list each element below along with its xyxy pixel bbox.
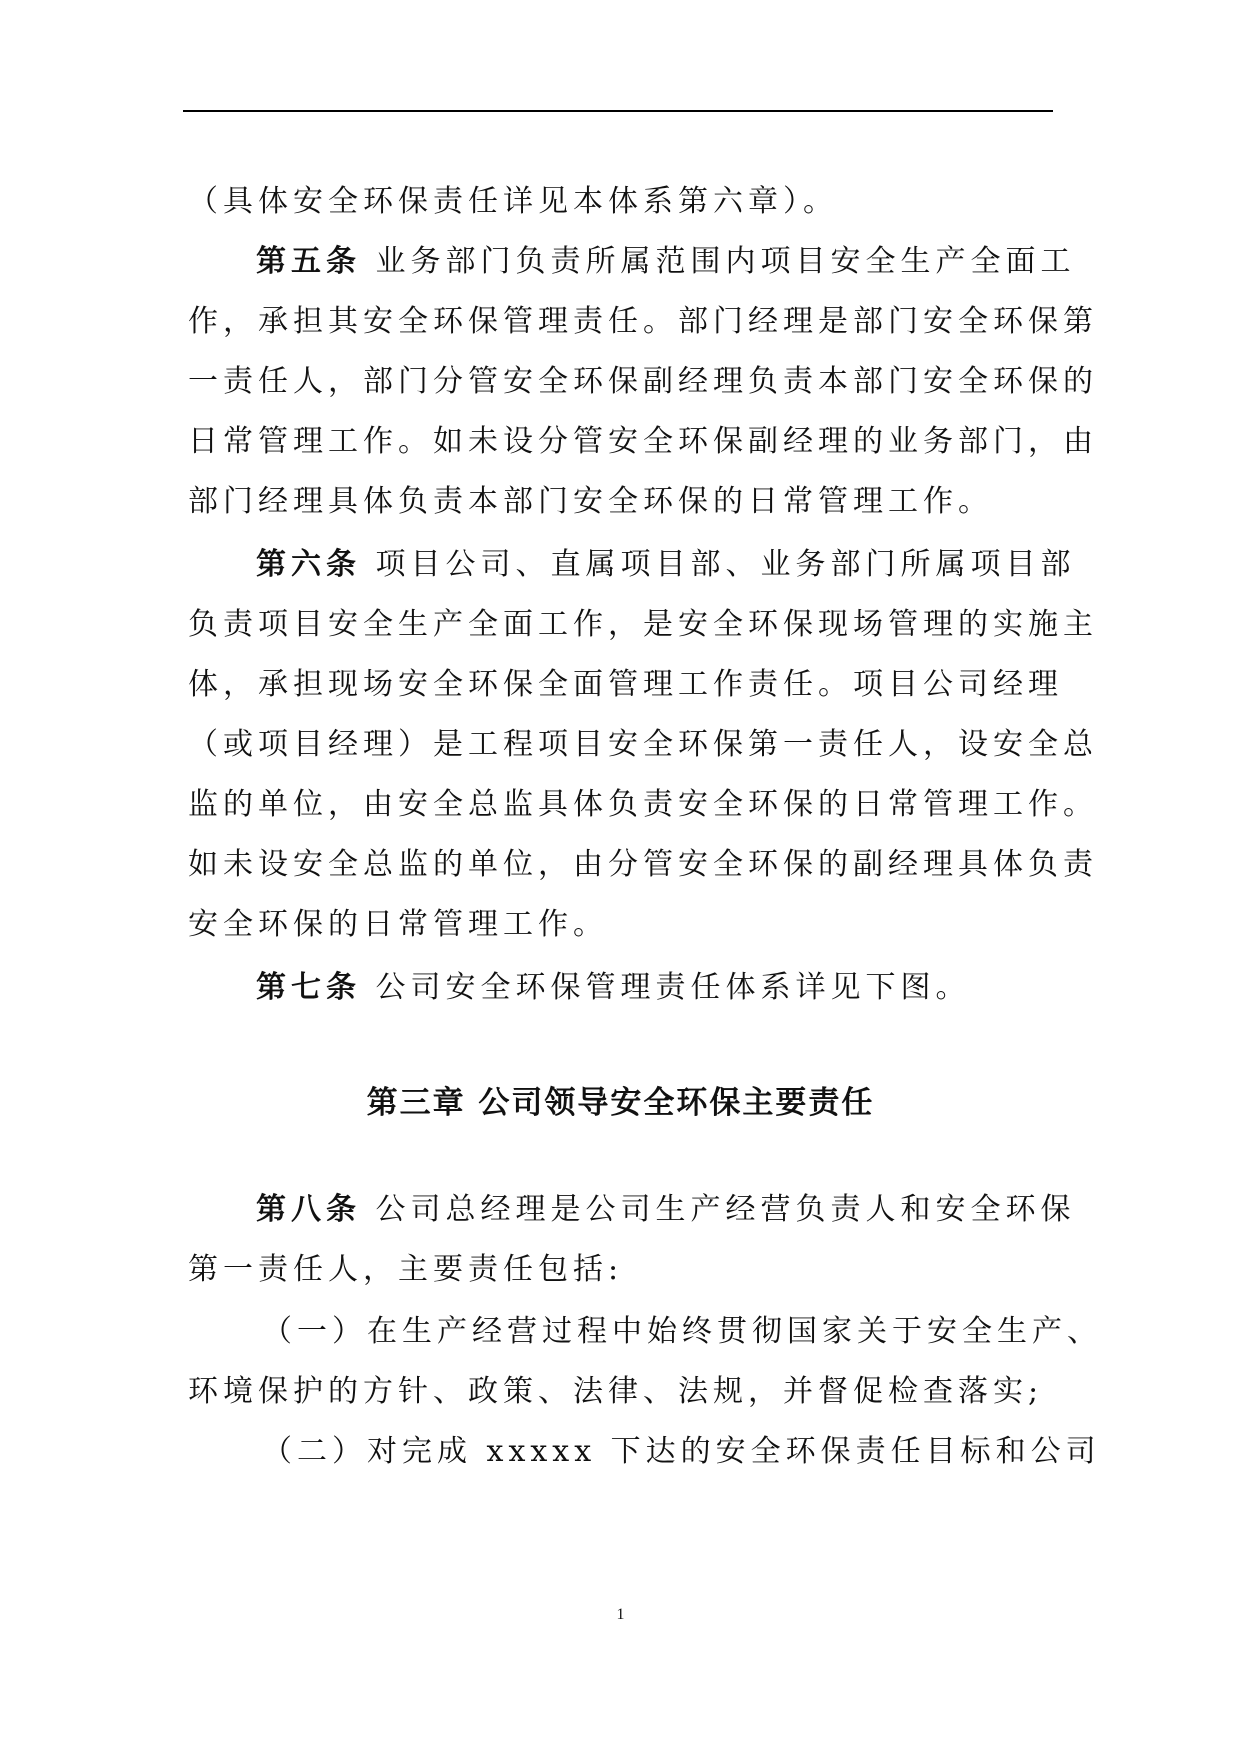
paragraph-line: （具体安全环保责任详见本体系第六章）。: [188, 184, 838, 219]
paragraph-line: 如未设安全总监的单位，由分管安全环保的副经理具体负责: [188, 847, 1098, 882]
article-5-first-line: [256, 242, 1076, 282]
article-6-first-line: [256, 545, 1076, 585]
paragraph-line: 环境保护的方针、政策、法律、法规，并督促检查落实;: [188, 1374, 1044, 1409]
paragraph-text: 业务部门负责所属范围内项目安全生产全面工: [375, 244, 1076, 279]
paragraph-line: 监的单位，由安全总监具体负责安全环保的日常管理工作。: [188, 787, 1098, 822]
paragraph-line: 一责任人，部门分管安全环保副经理负责本部门安全环保的: [188, 364, 1098, 399]
header-rule: [183, 110, 1053, 112]
paragraph-line: （或项目经理）是工程项目安全环保第一责任人，设安全总: [188, 727, 1098, 762]
article-label: 第六条: [256, 547, 361, 582]
article-label: 第七条: [256, 970, 361, 1005]
paragraph-line: 作，承担其安全环保管理责任。部门经理是部门安全环保第: [188, 304, 1098, 339]
paragraph-text: 项目公司、直属项目部、业务部门所属项目部: [375, 547, 1076, 582]
paragraph-text: 公司总经理是公司生产经营负责人和安全环保: [375, 1192, 1076, 1227]
article-7-line: [256, 968, 971, 1008]
page-number: 1: [616, 1606, 625, 1623]
list-item-line: （一）在生产经营过程中始终贯彻国家关于安全生产、: [262, 1314, 1102, 1349]
paragraph-line: 体，承担现场安全环保全面管理工作责任。项目公司经理: [188, 667, 1063, 702]
list-item-line: （二）对完成 xxxxx 下达的安全环保责任目标和公司: [262, 1434, 1101, 1469]
paragraph-line: 部门经理具体负责本部门安全环保的日常管理工作。: [188, 484, 993, 519]
chapter-heading: 第三章 公司领导安全环保主要责任: [366, 1085, 875, 1121]
article-8-first-line: [256, 1190, 1076, 1230]
article-label: 第八条: [256, 1192, 361, 1227]
paragraph-text: 公司安全环保管理责任体系详见下图。: [375, 970, 971, 1005]
paragraph-line: 第一责任人，主要责任包括:: [188, 1252, 624, 1287]
paragraph-line: 日常管理工作。如未设分管安全环保副经理的业务部门，由: [188, 424, 1098, 459]
paragraph-line: 安全环保的日常管理工作。: [188, 907, 608, 942]
article-label: 第五条: [256, 244, 361, 279]
paragraph-line: 负责项目安全生产全面工作，是安全环保现场管理的实施主: [188, 607, 1098, 642]
